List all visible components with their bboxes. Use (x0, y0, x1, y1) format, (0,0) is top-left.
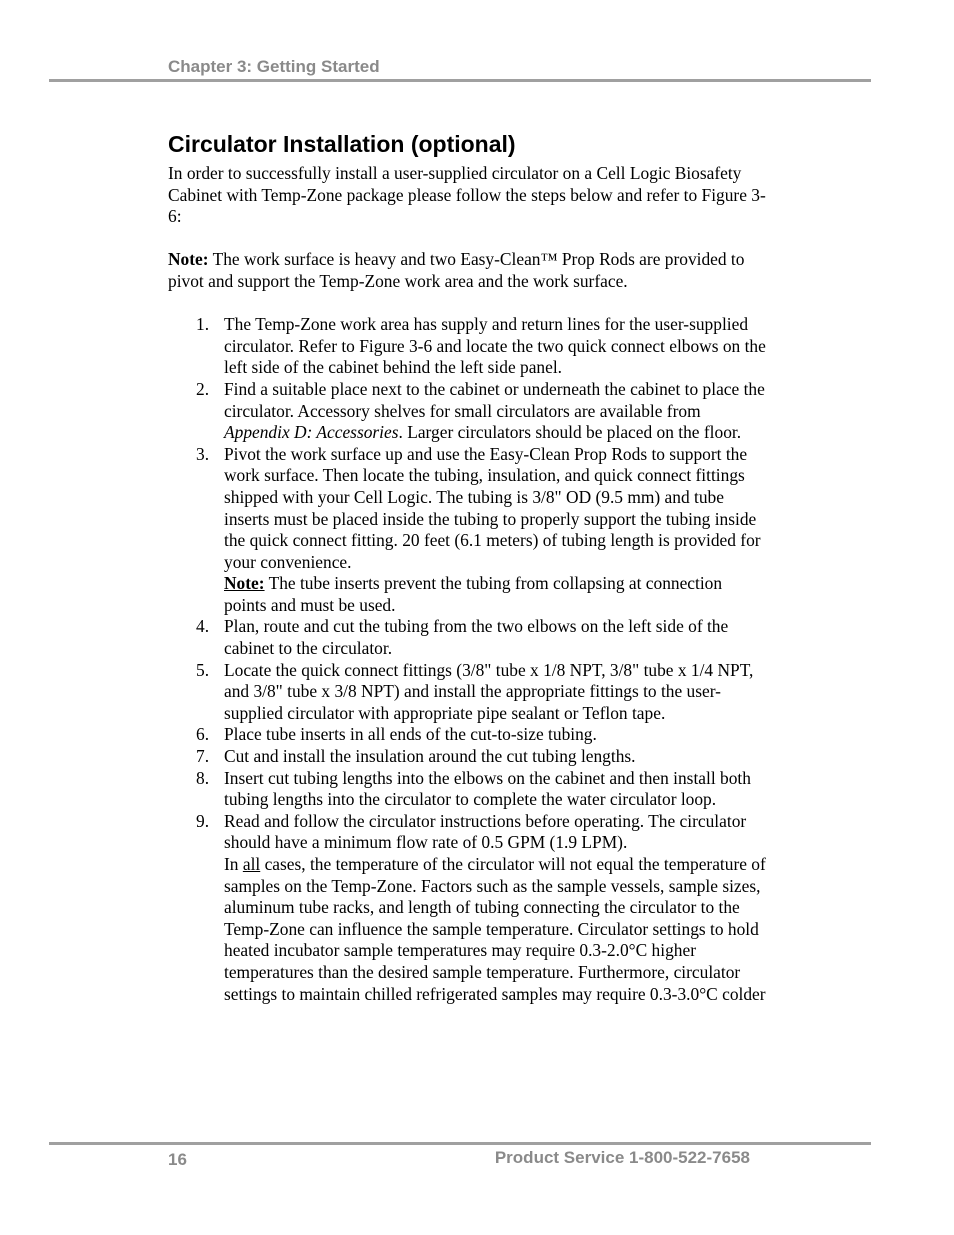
step-text: Plan, route and cut the tubing from the two elbows on the left side of the cabinet to the circulator. (224, 616, 729, 659)
section-title: Circulator Installation (optional) (168, 131, 516, 157)
note-paragraph (168, 249, 768, 292)
list-item (168, 660, 768, 725)
list-item (168, 379, 768, 444)
step-text: . Larger circulators should be placed on the floor. (398, 422, 742, 443)
step-text: The Temp-Zone work area has supply and return lines for the user-supplied circulator. Refer to Figure 3-6 and locate the two quick connect elbows on the left side of the cabinet behind the left side panel. (224, 314, 766, 378)
step-text: Cut and install the insulation around the cut tubing lengths. (224, 746, 636, 767)
header-rule (49, 79, 871, 82)
note-label: Note: (168, 249, 209, 270)
footer-rule (49, 1142, 871, 1145)
step-text: Locate the quick connect fittings (3/8" tube x 1/8 NPT, 3/8" tube x 1/4 NPT, and 3/8" tube x 3/8 NPT) and install the appropriate fittings to the user-supplied circulator with appropriate pipe sealant or Teflon tape. (224, 659, 754, 723)
step-number: 4. (196, 616, 210, 637)
page-number: 16 (168, 1150, 187, 1169)
step-text: In (224, 854, 243, 874)
step-text: Read and follow the circulator instructions before operating. The circulator should have a minimum flow rate of 0.5 GPM (1.9 LPM). (224, 810, 747, 853)
step-text: Insert cut tubing lengths into the elbows on the cabinet and then install both tubing lengths into the circulator to complete the water circulator loop. (224, 767, 751, 810)
section-body (168, 163, 768, 1005)
list-item (168, 314, 768, 379)
step-text: cases, the temperature of the circulator will not equal the temperature of samples on the Temp-Zone. Factors such as the sample vessels, sample sizes, aluminum tube racks, and length of tubing connecting the circulator to the Temp-Zone can influence the sample temperature. Circulator settings to hold heated incubator sample temperatures may require 0.3-2.0°C higher temperatures than the desired sample temperature. Furthermore, circulator settings to maintain chilled refrigerated samples may require 0.3-3.0°C colder (224, 854, 766, 1004)
chapter-header: Chapter 3: Getting Started (168, 57, 380, 76)
step-number: 5. (196, 659, 210, 680)
list-item (168, 768, 768, 811)
product-service-phone: Product Service 1-800-522-7658 (494, 1148, 750, 1167)
step-text-italic: Appendix D: Accessories (224, 422, 399, 443)
step-number: 1. (196, 314, 210, 335)
list-item (168, 746, 768, 768)
list-item (168, 724, 768, 746)
list-item (168, 444, 768, 617)
step-text: Find a suitable place next to the cabinet or underneath the cabinet to place the circulator. Accessory shelves for small circulators are available from (224, 378, 765, 421)
step-number: 8. (196, 767, 210, 788)
step-text-underline: all (242, 854, 261, 874)
step-text: Pivot the work surface up and use the Easy-Clean Prop Rods to support the work surface. Then locate the tubing, insulation, and quick connect fittings shipped with your Cell Logic. The tubing is 3/8" OD (9.5 mm) and tube inserts must be placed inside the tubing to properly support the tubing inside the quick connect fitting. 20 feet (6.1 meters) of tubing length is provided for your convenience. (224, 443, 761, 572)
step-number: 3. (196, 443, 210, 464)
note-text: The work surface is heavy and two Easy-Clean™ Prop Rods are provided to pivot and support the Temp-Zone work area and the work surface. (168, 249, 745, 291)
list-item (168, 811, 768, 1005)
step-note-label: Note: (224, 573, 265, 594)
step-text: Place tube inserts in all ends of the cut-to-size tubing. (224, 724, 597, 745)
step-number: 6. (196, 724, 210, 745)
intro-paragraph: In order to successfully install a user-supplied circulator on a Cell Logic Biosafety Cabinet with Temp-Zone package please follow the steps below and refer to Figure 3-6: (168, 163, 766, 227)
list-item (168, 616, 768, 659)
steps-list (168, 314, 768, 1005)
step-number: 2. (196, 378, 210, 399)
step-number: 7. (196, 746, 210, 767)
step-note-text: The tube inserts prevent the tubing from collapsing at connection points and must be used. (224, 573, 723, 615)
step-number: 9. (196, 810, 210, 831)
